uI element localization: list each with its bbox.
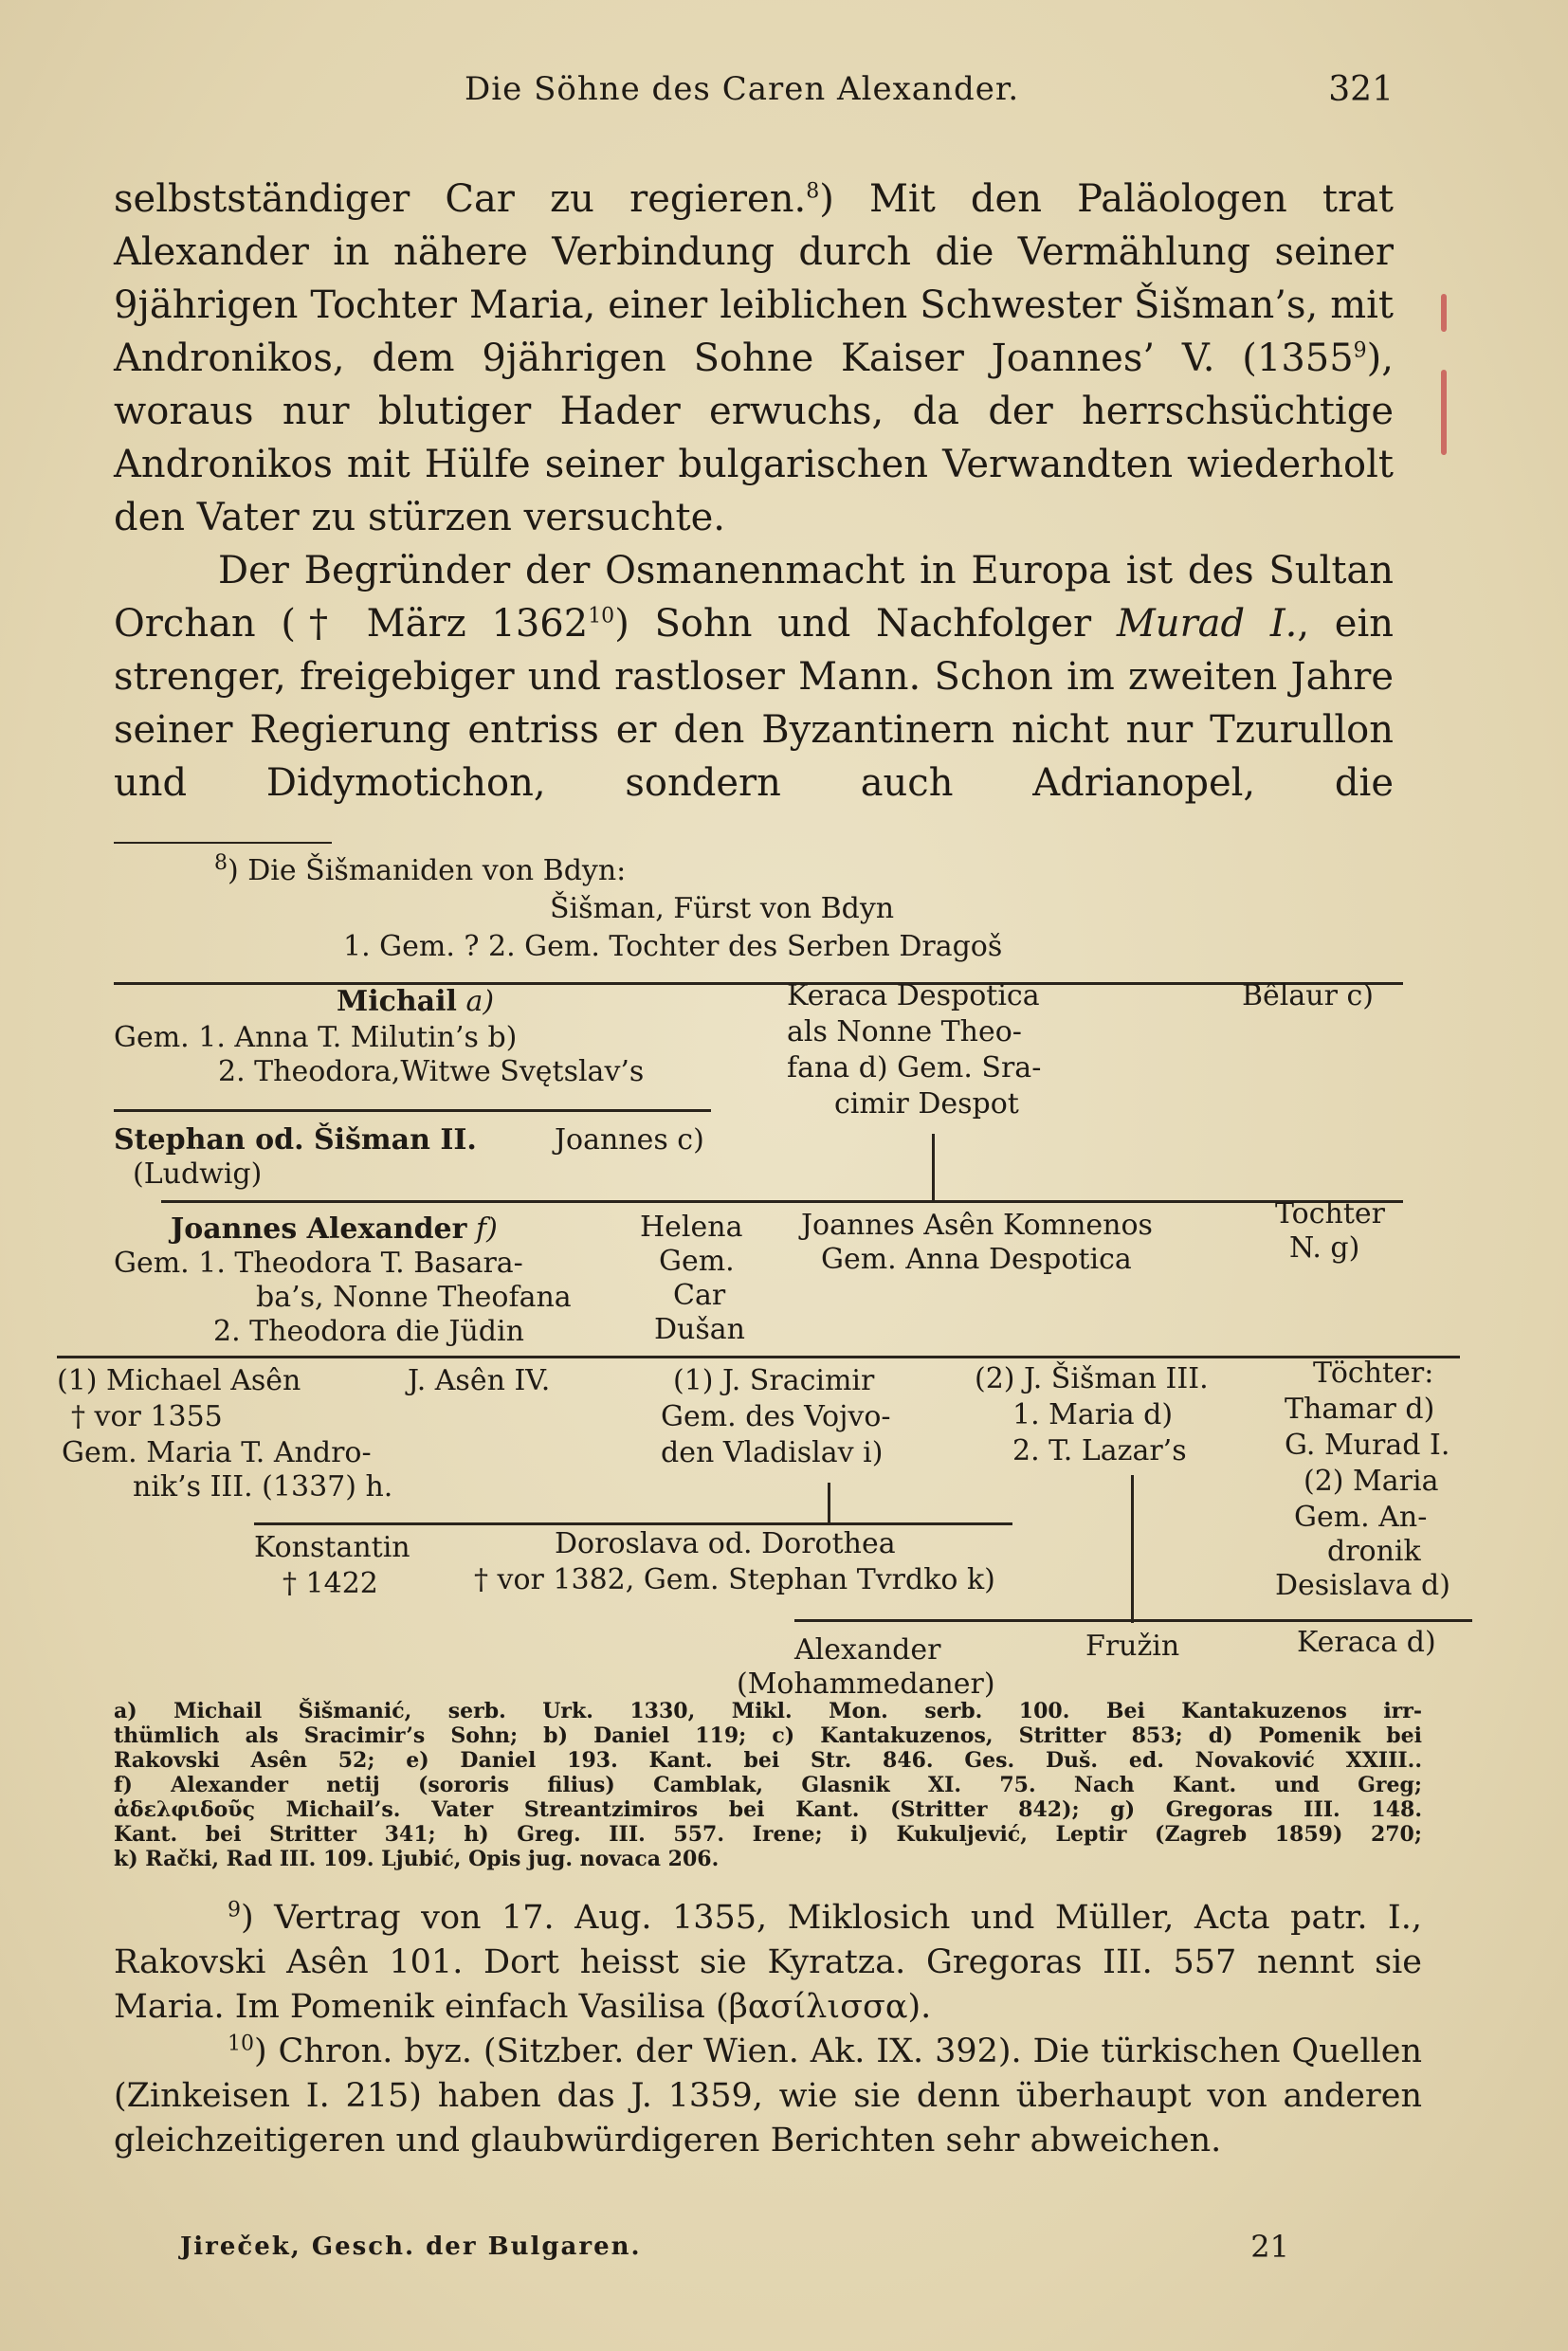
michail-wife-2: 2. Theodora,Witwe Svętslav’s [218,1055,645,1088]
sracimir-descent-line [828,1483,830,1522]
konstantin-1: Konstantin [254,1531,410,1564]
keraca-descent-line [932,1134,935,1200]
doroslava-2: † vor 1382, Gem. Stephan Tvrdko k) [474,1563,995,1596]
konstantin-2: † 1422 [283,1567,378,1600]
paragraph-2 [114,544,1394,810]
paragraph-1 [114,173,1394,544]
helena-2: Gem. [659,1245,735,1278]
fn8-marker: 8 [214,851,228,875]
footnote-ref-8: 8 [806,179,820,204]
root-person: Šišman, Fürst von Bdyn [550,892,895,925]
fn9-text: ) Vertrag von 17. Aug. 1355, Miklosich und Müller, Acta patr. I., Rakovski Asên 101. Dort heisst sie Kyratza. Gregoras III. 557 nennt sie Maria. Im Pomenik einfach Vasilisa (βασίλισσα). [114,1899,1422,2026]
rule-gen2 [114,1109,711,1112]
joannes: Joannes c) [555,1123,704,1157]
page-footer [180,2229,1289,2270]
keraca-line-2: als Nonne Theo- [787,1015,1022,1048]
p1-text-a: selbstständiger Car zu regieren. [114,177,807,221]
michail-ref: a) [456,985,495,1018]
p1-text-b: ) Mit den Paläologen trat Alexander in nähere Verbindung durch die Vermählung seiner 9jährigen Tochter Maria, einer leiblichen Schwester Šišman’s, mit Andronikos, dem 9jährigen Sohne Kaiser Joannes’ V. (1355 [114,177,1394,380]
alexander-2: (Mohammedaner) [737,1668,995,1701]
fn10-marker: 10 [228,2032,254,2056]
belaur: Bêlaur c) [1242,979,1374,1012]
toechter-6: dronik [1327,1535,1421,1568]
sracimir-1: (1) J. Sracimir [673,1364,875,1397]
michael-asen-2: † vor 1355 [71,1400,223,1433]
signature-line: Jireček, Gesch. der Bulgaren. [180,2233,642,2261]
footnote-9 [114,1896,1422,2030]
toechter-7: Desislava d) [1275,1569,1450,1602]
fruzin: Fružin [1085,1630,1180,1663]
footnote-10 [114,2030,1422,2163]
note-line: a) Michail Šišmanić, serb. Urk. 1330, Mikl. Mon. serb. 100. Bei Kantakuzenos irr- [114,1699,1422,1723]
toechter-2: Thamar d) [1285,1393,1435,1426]
stephan: Stephan od. Šišman II. [114,1123,477,1157]
sisman3-2: 1. Maria d) [1012,1398,1174,1431]
fn10-text: ) Chron. byz. (Sitzber. der Wien. Ak. IX. 392). Die türkischen Quellen (Zinkeisen I. 215) haben das J. 1359, wie sie denn überhaupt von anderen gleichzeitigeren und glaubwürdigeren Berichten sehr abweichen. [114,2032,1422,2160]
ja-wife-1: Gem. 1. Theodora T. Basara- [114,1247,523,1280]
sisman-descent-line [1131,1475,1134,1623]
michail-name: Michail [337,985,457,1018]
sracimir-3: den Vladislav i) [661,1436,884,1469]
rule-gen1 [114,982,1403,985]
tochter-2: N. g) [1289,1231,1360,1265]
ja-wife-2: 2. Theodora die Jüdin [213,1315,524,1348]
genealogy-notes [114,1699,1422,1871]
sisman3-1: (2) J. Šišman III. [975,1362,1209,1395]
footnote-rule [114,842,332,844]
sracimir-2: Gem. des Vojvo- [661,1400,891,1433]
footnote-ref-9: 9 [1353,338,1367,363]
keraca-line-4: cimir Despot [834,1087,1019,1121]
jak-1: Joannes Asên Komnenos [801,1209,1153,1242]
note-line: ἀδελφιδοῦς Michail’s. Vater Streantzimiros bei Kant. (Stritter 842); g) Gregoras III. 148. [114,1797,1422,1822]
note-line: k) Rački, Rad III. 109. Ljubić, Opis jug. novaca 206. [114,1847,720,1871]
footnote-ref-10: 10 [588,604,615,629]
rule-gen4 [57,1356,1460,1358]
helena-4: Dušan [654,1313,745,1346]
p1-text-c: ), woraus nur blutiger Hader erwuchs, da der herrschsüchtige Andronikos mit Hülfe seiner bulgarischen Verwandten wiederholt den Vater zu stürzen versuchte. [114,337,1394,539]
toechter-1: Töchter: [1313,1357,1434,1390]
note-line: Rakovski Asên 52; e) Daniel 193. Kant. bei Str. 846. Ges. Duš. ed. Novaković XXIII.. [114,1748,1422,1773]
michail-wife-1: Gem. 1. Anna T. Milutin’s b) [114,1021,518,1054]
sisman3-3: 2. T. Lazar’s [1012,1434,1187,1467]
ja-ref: f) [466,1212,498,1246]
alexander-1: Alexander [794,1633,941,1667]
toechter-4: (2) Maria [1304,1465,1439,1498]
note-line: thümlich als Sracimir’s Sohn; b) Daniel 119; c) Kantakuzenos, Stritter 853; d) Pomenik bei [114,1723,1422,1748]
murad-name: Murad I. [1116,602,1298,646]
genealogy-heading [214,851,627,887]
red-pencil-mark [1441,294,1447,332]
rule-gen6 [794,1619,1472,1622]
running-title: Die Söhne des Caren Alexander. [465,70,1020,108]
heading-text: ) Die Šišmaniden von Bdyn: [228,854,627,887]
toechter-5: Gem. An- [1294,1501,1428,1534]
asen-4: J. Asên IV. [408,1364,551,1397]
footnotes [114,1896,1422,2163]
michael-asen-4: nik’s III. (1337) h. [133,1470,393,1504]
helena-3: Car [673,1279,726,1312]
p2-text-a: Der Begründer der Osmanenmacht in Europa ist des Sultan Orchan († März 1362 [114,549,1394,646]
michael-asen-3: Gem. Maria T. Andro- [62,1436,372,1469]
p2-text-c: , ein strenger, freigebiger und rastloser Mann. Schon im zweiten Jahre seiner Regierung entriss er den Byzantinern nicht nur Tzurullon und Didymotichon, sondern auch Adrianopel, die [114,602,1395,805]
joannes-alexander [171,1213,498,1246]
rule-gen3 [161,1200,1403,1203]
main-text [114,173,1394,810]
ludwig: (Ludwig) [133,1157,263,1191]
michail [337,986,494,1018]
tochter-1: Tochter [1275,1197,1386,1230]
jak-2: Gem. Anna Despotica [821,1243,1132,1276]
rule-gen5 [254,1522,1012,1525]
red-pencil-mark [1441,370,1447,455]
note-line: f) Alexander netij (sororis filius) Camblak, Glasnik XI. 75. Nach Kant. und Greg; [114,1773,1422,1797]
root-wives: 1. Gem. ? 2. Gem. Tochter des Serben Dragoš [343,930,1003,963]
toechter-3: G. Murad I. [1285,1429,1450,1462]
fn9-marker: 9 [228,1898,241,1923]
keraca-line-1: Keraca Despotica [787,979,1040,1012]
keraca-line-3: fana d) Gem. Sra- [787,1051,1042,1084]
keraca-2: Keraca d) [1297,1626,1436,1659]
note-line: Kant. bei Stritter 341; h) Greg. III. 557. Irene; i) Kukuljević, Leptir (Zagreb 1859) 270; [114,1822,1422,1847]
ja-wife-1b: ba’s, Nonne Theofana [256,1281,572,1314]
running-header [114,70,1394,118]
doroslava-1: Doroslava od. Dorothea [555,1527,896,1560]
helena-1: Helena [640,1211,743,1244]
page-number: 321 [1328,70,1394,109]
p2-text-b: ) Sohn und Nachfolger [614,602,1117,646]
sheet-number: 21 [1250,2229,1289,2265]
ja-name: Joannes Alexander [171,1212,467,1246]
michael-asen-1: (1) Michael Asên [57,1364,301,1397]
